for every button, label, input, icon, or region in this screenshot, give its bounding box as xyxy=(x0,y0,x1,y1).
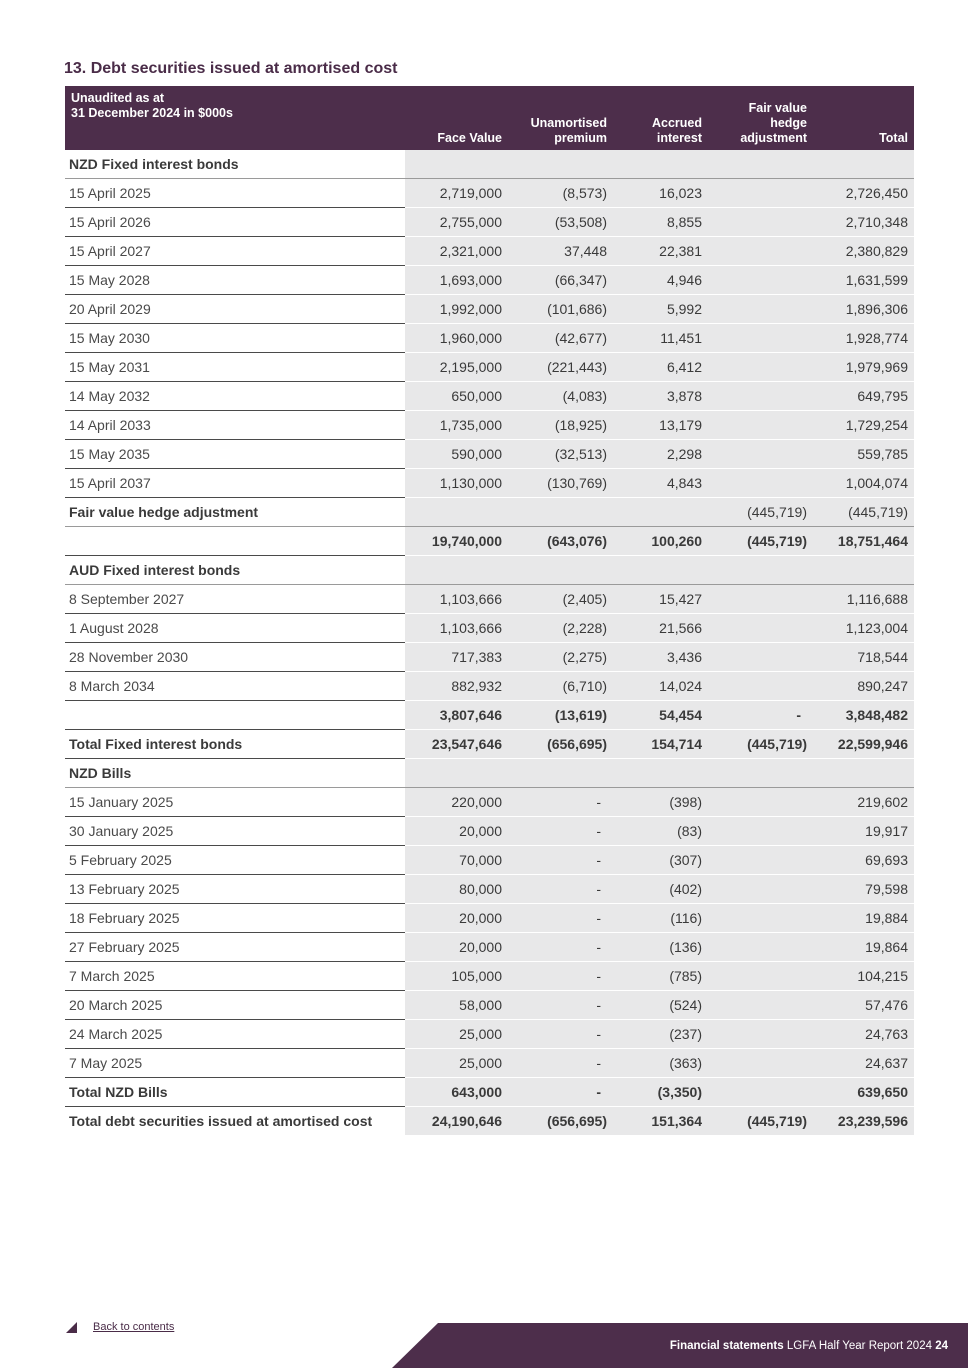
header-fair-value-hedge-adjustment: Fair value hedge adjustment xyxy=(708,86,813,150)
cell-prem: - xyxy=(508,1049,613,1078)
cell-prem: - xyxy=(508,817,613,846)
table-row xyxy=(65,295,914,324)
section-title: 13. Debt securities issued at amortised cost xyxy=(64,60,398,77)
cell-total: 69,693 xyxy=(813,846,914,875)
row-label: Fair value hedge adjustment xyxy=(65,498,405,527)
row-label: 7 May 2025 xyxy=(65,1049,405,1078)
cell-fv xyxy=(708,788,813,817)
table-header-row xyxy=(65,86,914,150)
table-row xyxy=(65,585,914,614)
cell-total: 1,928,774 xyxy=(813,324,914,353)
cell-face: 220,000 xyxy=(405,788,508,817)
cell-fv xyxy=(708,324,813,353)
cell-fv xyxy=(708,846,813,875)
cell-total: 890,247 xyxy=(813,672,914,701)
row-label: 14 May 2032 xyxy=(65,382,405,411)
cell-prem: - xyxy=(508,875,613,904)
row-label: 15 April 2027 xyxy=(65,237,405,266)
cell-prem: (8,573) xyxy=(508,179,613,208)
cell-acc: 154,714 xyxy=(613,730,708,759)
cell-face: 1,103,666 xyxy=(405,585,508,614)
table-row xyxy=(65,962,914,991)
cell-fv xyxy=(708,353,813,382)
table-row xyxy=(65,817,914,846)
cell-face: 650,000 xyxy=(405,382,508,411)
cell-face: 1,992,000 xyxy=(405,295,508,324)
header-accrued-interest: Accrued interest xyxy=(613,86,708,150)
cell-prem: - xyxy=(508,1020,613,1049)
cell-face: 70,000 xyxy=(405,846,508,875)
cell-acc: (83) xyxy=(613,817,708,846)
cell-fv xyxy=(708,643,813,672)
cell-prem: - xyxy=(508,846,613,875)
cell-prem: (2,275) xyxy=(508,643,613,672)
header-unamortised-premium: Unamortised premium xyxy=(508,86,613,150)
cell-acc: 22,381 xyxy=(613,237,708,266)
section-shade xyxy=(405,150,914,179)
cell-acc: (402) xyxy=(613,875,708,904)
cell-prem: (221,443) xyxy=(508,353,613,382)
cell-acc: 151,364 xyxy=(613,1107,708,1136)
footer-text xyxy=(670,1340,948,1352)
row-label: AUD Fixed interest bonds xyxy=(65,556,405,585)
cell-face: 58,000 xyxy=(405,991,508,1020)
debt-securities-table xyxy=(65,86,914,1135)
row-label: 20 March 2025 xyxy=(65,991,405,1020)
back-arrow-icon xyxy=(66,1322,77,1333)
cell-total: 3,848,482 xyxy=(813,701,914,730)
cell-acc: (398) xyxy=(613,788,708,817)
row-label: NZD Bills xyxy=(65,759,405,788)
row-label: 30 January 2025 xyxy=(65,817,405,846)
cell-total: 104,215 xyxy=(813,962,914,991)
table-row xyxy=(65,353,914,382)
cell-face: 24,190,646 xyxy=(405,1107,508,1136)
cell-fv xyxy=(708,614,813,643)
cell-fv xyxy=(708,440,813,469)
cell-prem: (656,695) xyxy=(508,730,613,759)
cell-face: 25,000 xyxy=(405,1049,508,1078)
table-row xyxy=(65,788,914,817)
cell-fv xyxy=(708,208,813,237)
cell-face: 2,195,000 xyxy=(405,353,508,382)
table-row xyxy=(65,208,914,237)
table-row xyxy=(65,469,914,498)
row-label: 7 March 2025 xyxy=(65,962,405,991)
cell-total: 22,599,946 xyxy=(813,730,914,759)
total-row xyxy=(65,1078,914,1107)
cell-total: 24,637 xyxy=(813,1049,914,1078)
cell-face: 80,000 xyxy=(405,875,508,904)
cell-total: 1,896,306 xyxy=(813,295,914,324)
cell-fv: - xyxy=(708,701,813,730)
cell-acc: (136) xyxy=(613,933,708,962)
cell-fv: (445,719) xyxy=(708,527,813,556)
cell-total: 639,650 xyxy=(813,1078,914,1107)
total-row xyxy=(65,730,914,759)
table-row xyxy=(65,875,914,904)
cell-fv xyxy=(708,382,813,411)
table-row xyxy=(65,440,914,469)
cell-prem: (18,925) xyxy=(508,411,613,440)
cell-fv xyxy=(708,585,813,614)
total-row xyxy=(65,1107,914,1136)
table-row xyxy=(65,179,914,208)
table-body xyxy=(65,150,914,1135)
cell-prem: (13,619) xyxy=(508,701,613,730)
cell-fv xyxy=(708,1078,813,1107)
back-to-contents[interactable] xyxy=(66,1321,174,1333)
cell-total: 2,380,829 xyxy=(813,237,914,266)
cell-total: 718,544 xyxy=(813,643,914,672)
cell-total: 1,729,254 xyxy=(813,411,914,440)
table-row xyxy=(65,1049,914,1078)
cell-acc: (785) xyxy=(613,962,708,991)
row-label: 15 April 2037 xyxy=(65,469,405,498)
cell-fv xyxy=(708,179,813,208)
cell-face: 1,103,666 xyxy=(405,614,508,643)
cell-fv xyxy=(708,237,813,266)
cell-face xyxy=(405,498,508,527)
cell-face: 2,321,000 xyxy=(405,237,508,266)
cell-total: 1,116,688 xyxy=(813,585,914,614)
cell-total: 1,123,004 xyxy=(813,614,914,643)
row-label: Total Fixed interest bonds xyxy=(65,730,405,759)
table-row xyxy=(65,672,914,701)
cell-acc: 13,179 xyxy=(613,411,708,440)
row-label: 20 April 2029 xyxy=(65,295,405,324)
table-row xyxy=(65,643,914,672)
row-label: 15 April 2026 xyxy=(65,208,405,237)
cell-face: 23,547,646 xyxy=(405,730,508,759)
row-label: 28 November 2030 xyxy=(65,643,405,672)
cell-total: (445,719) xyxy=(813,498,914,527)
cell-acc: 4,946 xyxy=(613,266,708,295)
cell-total: 19,884 xyxy=(813,904,914,933)
cell-face: 1,130,000 xyxy=(405,469,508,498)
cell-acc: 54,454 xyxy=(613,701,708,730)
cell-total: 219,602 xyxy=(813,788,914,817)
cell-total: 559,785 xyxy=(813,440,914,469)
back-to-contents-link[interactable]: Back to contents xyxy=(93,1321,175,1333)
cell-fv xyxy=(708,875,813,904)
table-row xyxy=(65,991,914,1020)
cell-acc: 100,260 xyxy=(613,527,708,556)
cell-acc: 11,451 xyxy=(613,324,708,353)
header-face-value: Face Value xyxy=(405,86,508,150)
cell-fv xyxy=(708,933,813,962)
cell-acc xyxy=(613,498,708,527)
cell-fv xyxy=(708,672,813,701)
cell-prem: (130,769) xyxy=(508,469,613,498)
cell-prem: - xyxy=(508,904,613,933)
row-label xyxy=(65,701,405,730)
cell-face: 25,000 xyxy=(405,1020,508,1049)
row-label: 13 February 2025 xyxy=(65,875,405,904)
footer-section: Financial statements xyxy=(669,1340,784,1352)
cell-acc: 8,855 xyxy=(613,208,708,237)
section-row xyxy=(65,150,914,179)
cell-acc: 15,427 xyxy=(613,585,708,614)
cell-acc: 5,992 xyxy=(613,295,708,324)
cell-prem: (66,347) xyxy=(508,266,613,295)
row-label: 14 April 2033 xyxy=(65,411,405,440)
cell-prem: (6,710) xyxy=(508,672,613,701)
cell-acc: 3,878 xyxy=(613,382,708,411)
cell-acc: (524) xyxy=(613,991,708,1020)
cell-face: 2,719,000 xyxy=(405,179,508,208)
cell-acc: (116) xyxy=(613,904,708,933)
cell-total: 19,864 xyxy=(813,933,914,962)
cell-prem: (643,076) xyxy=(508,527,613,556)
row-label: 15 May 2035 xyxy=(65,440,405,469)
cell-total: 23,239,596 xyxy=(813,1107,914,1136)
cell-face: 19,740,000 xyxy=(405,527,508,556)
section-row xyxy=(65,556,914,585)
cell-face: 882,932 xyxy=(405,672,508,701)
cell-total: 649,795 xyxy=(813,382,914,411)
row-label: 1 August 2028 xyxy=(65,614,405,643)
cell-acc: (307) xyxy=(613,846,708,875)
row-label: Total debt securities issued at amortised cost xyxy=(69,1113,373,1129)
cell-prem: (101,686) xyxy=(508,295,613,324)
total-row xyxy=(65,701,914,730)
cell-prem xyxy=(508,498,613,527)
cell-face: 643,000 xyxy=(405,1078,508,1107)
cell-fv xyxy=(708,904,813,933)
cell-face: 1,693,000 xyxy=(405,266,508,295)
row-label: 8 March 2034 xyxy=(65,672,405,701)
cell-fv xyxy=(708,469,813,498)
row-label: 18 February 2025 xyxy=(65,904,405,933)
cell-prem: - xyxy=(508,788,613,817)
table-row xyxy=(65,324,914,353)
row-label: 15 May 2030 xyxy=(65,324,405,353)
cell-face: 717,383 xyxy=(405,643,508,672)
table-row xyxy=(65,411,914,440)
cell-fv: (445,719) xyxy=(708,1107,813,1136)
cell-prem: - xyxy=(508,991,613,1020)
section-shade xyxy=(405,759,914,788)
row-label: 15 May 2031 xyxy=(65,353,405,382)
cell-total: 79,598 xyxy=(813,875,914,904)
table-row xyxy=(65,904,914,933)
cell-prem: (2,405) xyxy=(508,585,613,614)
table-row xyxy=(65,846,914,875)
cell-fv xyxy=(708,1020,813,1049)
table-row xyxy=(65,237,914,266)
cell-acc: (3,350) xyxy=(613,1078,708,1107)
cell-face: 3,807,646 xyxy=(405,701,508,730)
footer-report: LGFA Half Year Report 2024 xyxy=(786,1340,932,1352)
row-label: 5 February 2025 xyxy=(65,846,405,875)
cell-total: 1,004,074 xyxy=(813,469,914,498)
cell-prem: (4,083) xyxy=(508,382,613,411)
row-label: 15 April 2025 xyxy=(65,179,405,208)
table-row xyxy=(65,1020,914,1049)
cell-face: 2,755,000 xyxy=(405,208,508,237)
cell-prem: (32,513) xyxy=(508,440,613,469)
page-number: 24 xyxy=(935,1340,948,1352)
row-label: NZD Fixed interest bonds xyxy=(65,150,405,179)
header-label xyxy=(65,86,405,150)
cell-acc: 16,023 xyxy=(613,179,708,208)
cell-acc: (363) xyxy=(613,1049,708,1078)
cell-total: 2,726,450 xyxy=(813,179,914,208)
cell-prem: - xyxy=(508,933,613,962)
cell-face: 1,960,000 xyxy=(405,324,508,353)
cell-total: 19,917 xyxy=(813,817,914,846)
cell-prem: (656,695) xyxy=(508,1107,613,1136)
row-label: 8 September 2027 xyxy=(65,585,405,614)
table-row xyxy=(65,382,914,411)
row-label: 27 February 2025 xyxy=(65,933,405,962)
table-row xyxy=(65,266,914,295)
row-label: Total NZD Bills xyxy=(65,1078,405,1107)
cell-fv xyxy=(708,411,813,440)
cell-fv xyxy=(708,295,813,324)
cell-fv: (445,719) xyxy=(708,730,813,759)
cell-acc: 6,412 xyxy=(613,353,708,382)
cell-prem: - xyxy=(508,1078,613,1107)
cell-acc: 3,436 xyxy=(613,643,708,672)
cell-acc: 4,843 xyxy=(613,469,708,498)
cell-face: 1,735,000 xyxy=(405,411,508,440)
header-label-line2: 31 December 2024 in $000s xyxy=(71,106,233,120)
cell-total: 2,710,348 xyxy=(813,208,914,237)
cell-face: 20,000 xyxy=(405,904,508,933)
table-row xyxy=(65,933,914,962)
cell-prem: (42,677) xyxy=(508,324,613,353)
cell-total: 57,476 xyxy=(813,991,914,1020)
cell-fv xyxy=(708,817,813,846)
table-row xyxy=(65,498,914,527)
section-shade xyxy=(405,556,914,585)
cell-fv: (445,719) xyxy=(708,498,813,527)
total-row xyxy=(65,527,914,556)
header-label-line1: Unaudited as at xyxy=(71,91,165,105)
cell-prem: (53,508) xyxy=(508,208,613,237)
cell-face: 20,000 xyxy=(405,817,508,846)
cell-total: 24,763 xyxy=(813,1020,914,1049)
section-row xyxy=(65,759,914,788)
cell-total: 18,751,464 xyxy=(813,527,914,556)
row-label: 24 March 2025 xyxy=(65,1020,405,1049)
row-label: 15 January 2025 xyxy=(65,788,405,817)
cell-face: 20,000 xyxy=(405,933,508,962)
cell-total: 1,979,969 xyxy=(813,353,914,382)
cell-prem: 37,448 xyxy=(508,237,613,266)
header-total: Total xyxy=(813,86,914,150)
cell-face: 105,000 xyxy=(405,962,508,991)
cell-acc: 2,298 xyxy=(613,440,708,469)
cell-prem: - xyxy=(508,962,613,991)
cell-acc: (237) xyxy=(613,1020,708,1049)
cell-total: 1,631,599 xyxy=(813,266,914,295)
cell-fv xyxy=(708,1049,813,1078)
cell-acc: 21,566 xyxy=(613,614,708,643)
cell-face: 590,000 xyxy=(405,440,508,469)
cell-fv xyxy=(708,962,813,991)
cell-prem: (2,228) xyxy=(508,614,613,643)
row-label xyxy=(65,527,405,556)
table-row xyxy=(65,614,914,643)
cell-fv xyxy=(708,266,813,295)
cell-fv xyxy=(708,991,813,1020)
cell-acc: 14,024 xyxy=(613,672,708,701)
row-label: 15 May 2028 xyxy=(65,266,405,295)
